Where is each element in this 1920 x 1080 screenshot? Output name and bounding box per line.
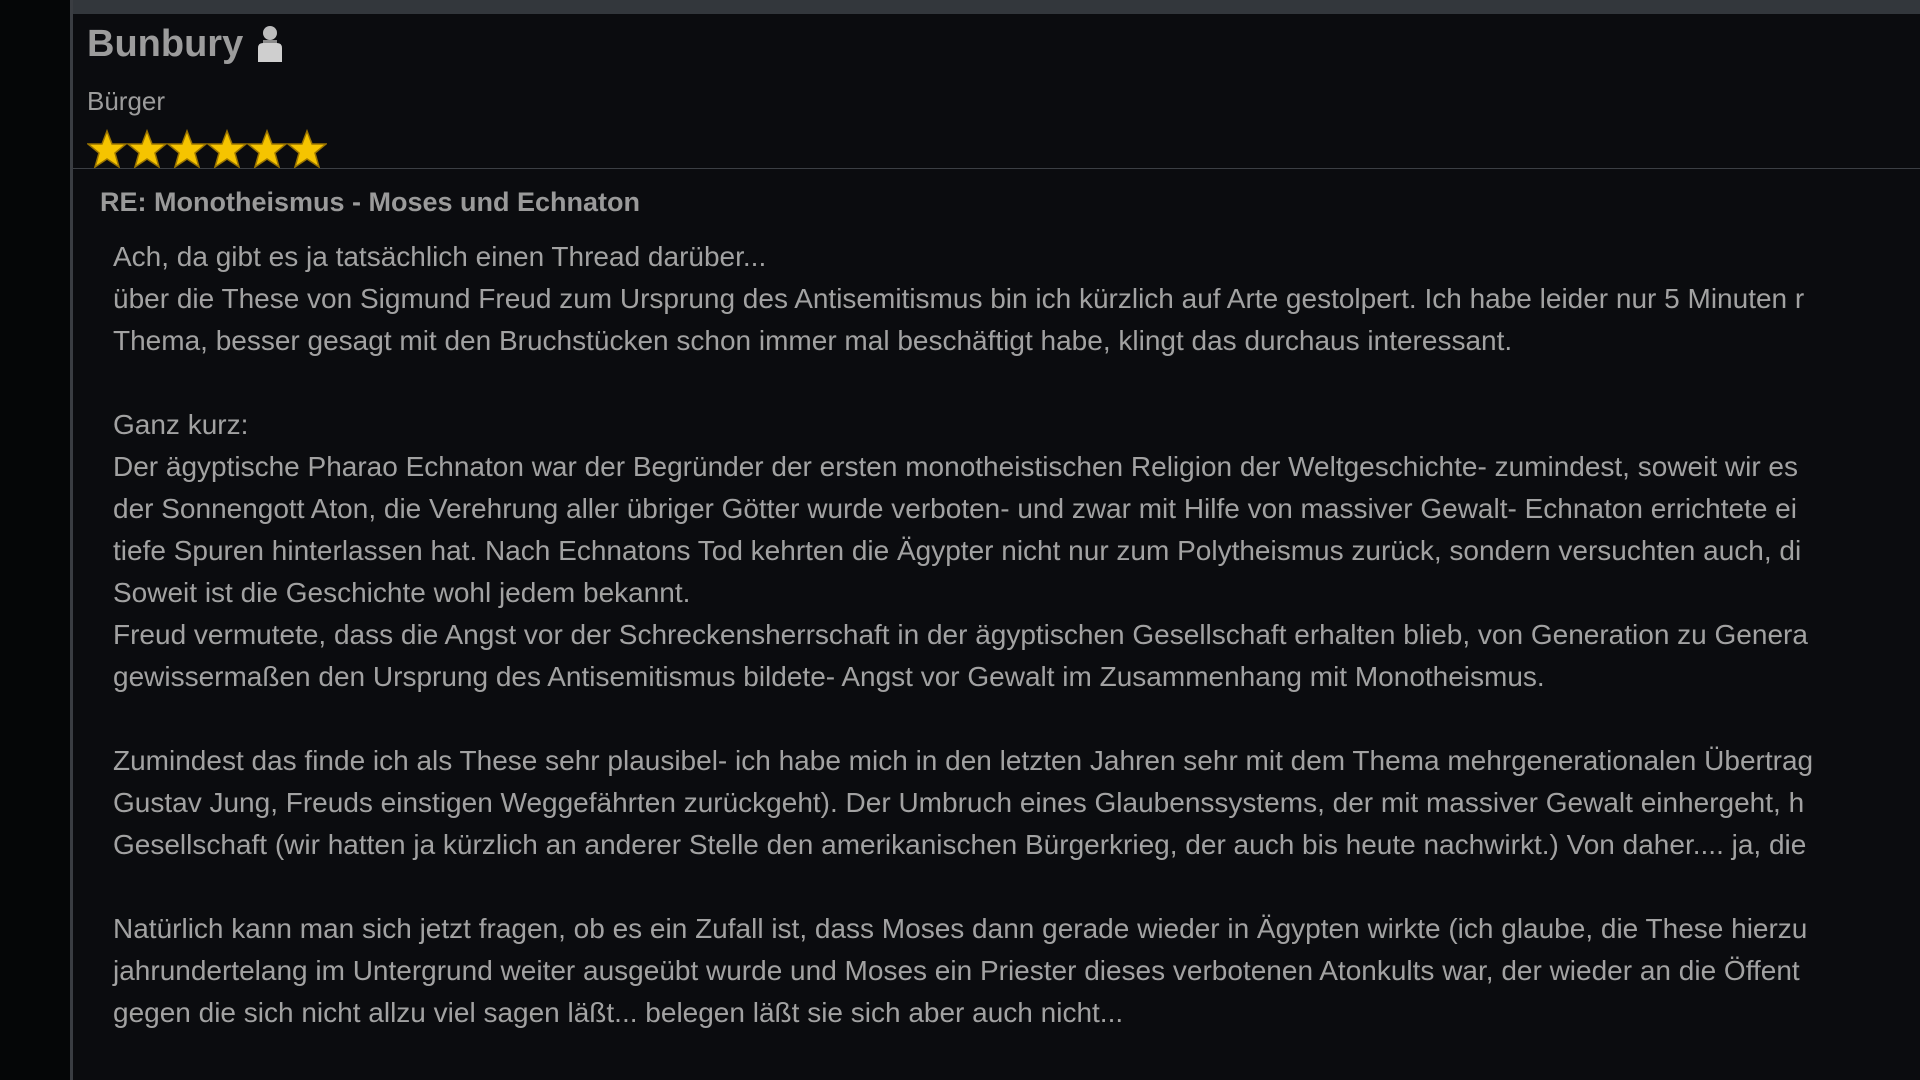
post-body xyxy=(113,236,1920,1034)
post-blank-line xyxy=(113,866,1920,908)
author-name[interactable]: Bunbury xyxy=(87,23,244,65)
left-gutter xyxy=(0,0,70,1080)
post-text-line: Zumindest das finde ich als These sehr plausibel- ich habe mich in den letzten Jahren sehr mit dem Thema mehrgenerationalen Übertrag xyxy=(113,745,1814,776)
post-text-line: Der ägyptische Pharao Echnaton war der Begründer der ersten monotheistischen Religion der Weltgeschichte- zumindest, soweit wir es xyxy=(113,451,1799,482)
post-text-line: Freud vermutete, dass die Angst vor der Schreckensherrschaft in der ägyptischen Gesellschaft erhalten blieb, von Generation zu Genera xyxy=(113,619,1808,650)
star-icon xyxy=(247,129,287,169)
post-blank-line xyxy=(113,698,1920,740)
star-icon xyxy=(127,129,167,169)
post-text-line: Ganz kurz: xyxy=(113,409,249,440)
rating-stars xyxy=(87,129,327,169)
post-text-line: Gesellschaft (wir hatten ja kürzlich an anderer Stelle den amerikanischen Bürgerkrieg, der auch bis heute nachwirkt.) Von daher.... ja, die xyxy=(113,829,1807,860)
star-icon xyxy=(287,129,327,169)
author-rank: Bürger xyxy=(87,86,166,116)
user-icon xyxy=(255,24,285,64)
post-text-line: Natürlich kann man sich jetzt fragen, ob es ein Zufall ist, dass Moses dann gerade wieder in Ägypten wirkte (ich glaube, die These hierzu xyxy=(113,913,1808,944)
author-name-row xyxy=(87,24,327,64)
post-text-line: Thema, besser gesagt mit den Bruchstücken schon immer mal beschäftigt habe, klingt das durchaus interessant. xyxy=(113,325,1513,356)
post-title: RE: Monotheismus - Moses und Echnaton xyxy=(100,187,641,217)
star-icon xyxy=(207,129,247,169)
post-text-line: tiefe Spuren hinterlassen hat. Nach Echnatons Tod kehrten die Ägypter nicht nur zum Polytheismus zurück, sondern versuchten auch, di xyxy=(113,535,1802,566)
post-top-bar xyxy=(73,0,1920,14)
post-text-line: gewissermaßen den Ursprung des Antisemitismus bildete- Angst vor Gewalt im Zusammenhang mit Monotheismus. xyxy=(113,661,1545,692)
star-icon xyxy=(167,129,207,169)
star-icon xyxy=(87,129,127,169)
post-blank-line xyxy=(113,362,1920,404)
forum-post xyxy=(70,0,1920,1080)
post-text-line: Gustav Jung, Freuds einstigen Weggefährten zurückgeht). Der Umbruch eines Glaubenssystems, der mit massiver Gewalt einhergeht, h xyxy=(113,787,1805,818)
header-divider xyxy=(73,168,1920,169)
post-text-line: der Sonnengott Aton, die Verehrung aller übriger Götter wurde verboten- und zwar mit Hilfe von massiver Gewalt- Echnaton errichtete ei xyxy=(113,493,1797,524)
post-text-line: über die These von Sigmund Freud zum Ursprung des Antisemitismus bin ich kürzlich auf Arte gestolpert. Ich habe leider nur 5 Minuten r xyxy=(113,283,1805,314)
author-block xyxy=(87,24,327,169)
post-text-line: gegen die sich nicht allzu viel sagen läßt... belegen läßt sie sich aber auch nicht... xyxy=(113,997,1124,1028)
post-text-line: Ach, da gibt es ja tatsächlich einen Thread darüber... xyxy=(113,241,767,272)
post-text-line: jahrundertelang im Untergrund weiter ausgeübt wurde und Moses ein Priester dieses verbotenen Atonkults war, der wieder an die Öffent xyxy=(113,955,1800,986)
post-text-line: Soweit ist die Geschichte wohl jedem bekannt. xyxy=(113,577,691,608)
